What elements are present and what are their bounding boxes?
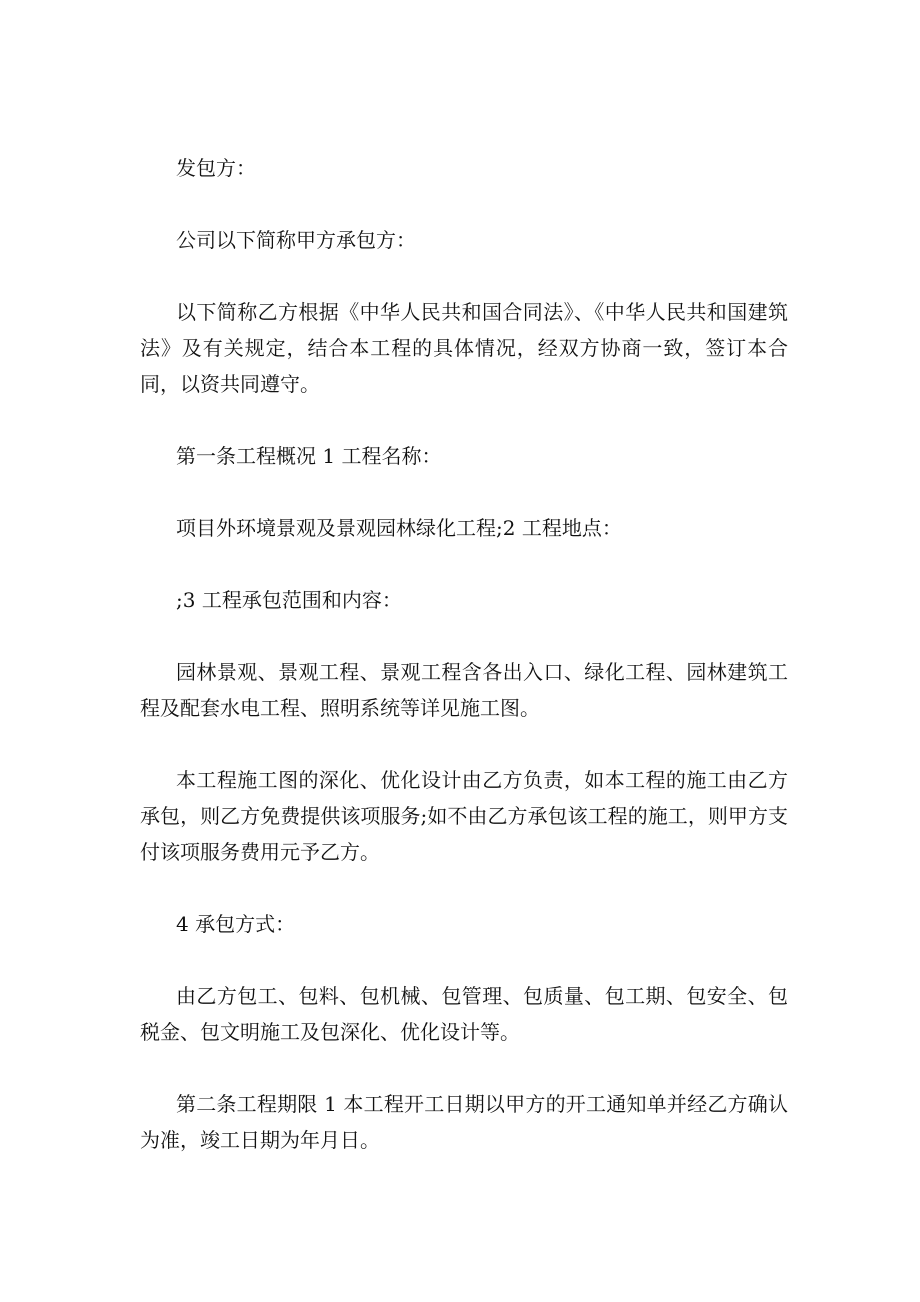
paragraph-employer: 发包方： [176,156,256,180]
paragraph-design-responsibility: 本工程施工图的深化、优化设计由乙方负责，如本工程的施工由乙方承包，则乙方免费提供该项服务;如不由乙方承包该工程的施工，则甲方支付该项服务费用元予乙方。 [140,768,788,864]
paragraph-preamble: 以下简称乙方根据《中华人民共和国合同法》、《中华人民共和国建筑法》及有关规定，结合本工程的具体情况，经双方协商一致，签订本合同，以资共同遵守。 [140,300,788,396]
paragraph-project-name: 项目外环境景观及景观园林绿化工程;2 工程地点： [176,516,622,540]
paragraph-contract-method-heading: 4 承包方式： [176,912,296,936]
paragraph-article-2-period: 第二条工程期限 1 本工程开工日期以甲方的开工通知单并经乙方确认为准，竣工日期为年月日。 [140,1092,788,1152]
paragraph-contract-method: 由乙方包工、包料、包机械、包管理、包质量、包工期、包安全、包税金、包文明施工及包深化、优化设计等。 [140,984,788,1044]
paragraph-contractor: 公司以下简称甲方承包方： [176,228,416,252]
paragraph-article-1-heading: 第一条工程概况 1 工程名称： [176,444,442,468]
paragraph-scope-heading: ;3 工程承包范围和内容： [176,588,402,612]
paragraph-scope-content: 园林景观、景观工程、景观工程含各出入口、绿化工程、园林建筑工程及配套水电工程、照明系统等详见施工图。 [140,660,788,720]
